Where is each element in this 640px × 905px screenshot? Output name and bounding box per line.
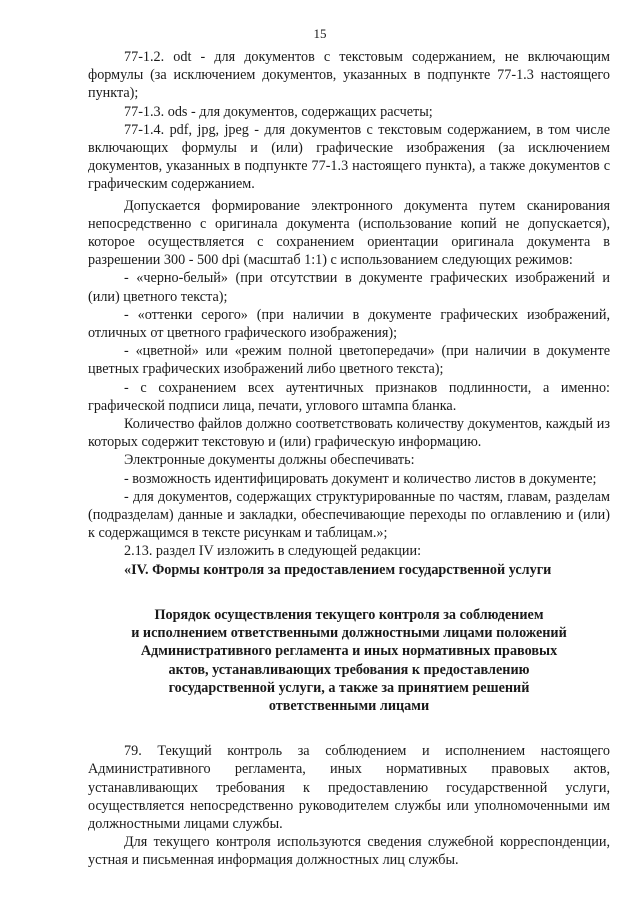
paragraph-e-docs: Электронные документы должны обеспечивать:	[124, 452, 415, 469]
paragraph-77-1-4: 77-1.4. pdf, jpg, jpeg - для документов с текстовым содержанием, в том числе включающих формулы и (или) графические изображения (за исключением документов, указанных в подпункте 77-1.3 настоящего пункта), а также документов с графическим содержанием.	[88, 121, 610, 193]
paragraph-file-count: Количество файлов должно соответствовать количеству документов, каждый из которых содержит текстовую и (или) графическую информацию.	[88, 416, 610, 451]
paragraph-77-1-3: 77-1.3. ods - для документов, содержащих расчеты;	[124, 103, 433, 120]
paragraph-2-13: 2.13. раздел IV изложить в следующей редакции:	[124, 543, 422, 560]
paragraph-scanning: Допускается формирование электронного документа путем сканирования непосредственно с оригинала документа (использование копий не допускается), которое осуществляется с сохранением ориентации оригинала документа в разрешении 300 - 500 dpi (масштаб 1:1) с использованием следующих режимов:	[88, 197, 610, 269]
subheading-line: Порядок осуществления текущего контроля за соблюдением	[154, 606, 544, 623]
subheading-line: актов, устанавливающих требования к предоставлению	[168, 661, 530, 678]
list-item-bw: - «черно-белый» (при отсутствии в документе графических изображений и (или) цветного текста);	[88, 270, 610, 305]
list-item-identify: - возможность идентифицировать документ и количество листов в документе;	[124, 470, 597, 487]
list-item-grayscale: - «оттенки серого» (при наличии в документе графических изображений, отличных от цветного графического изображения);	[88, 306, 610, 342]
page-number: 15	[313, 26, 327, 41]
subheading-line: и исполнением ответственными должностными лицами положений	[131, 625, 567, 642]
subheading-line: Административного регламента и иных нормативных правовых	[140, 643, 558, 660]
document-body	[88, 48, 610, 870]
subheading	[88, 606, 610, 715]
list-item-authenticity: - с сохранением всех аутентичных признаков подлинности, а именно: графической подписи лица, печати, углового штампа бланка.	[88, 379, 610, 414]
paragraph-current-control: Для текущего контроля используются сведения служебной корреспонденции, устная и письменная информация должностных лиц службы.	[88, 834, 610, 869]
paragraph-77-1-2: 77-1.2. odt - для документов с текстовым содержанием, не включающим формулы (за исключением документов, указанных в подпункте 77-1.3 настоящего пункта);	[88, 49, 610, 102]
subheading-line: ответственными лицами	[268, 697, 430, 714]
paragraph-79: 79. Текущий контроль за соблюдением и исполнением настоящего Административного регламента, иных нормативных правовых актов, устанавливающих требования к предоставлению государственной услуги, осуществляется непосредственно руководителем службы или уполномоченными им должностными лицами службы.	[88, 743, 610, 832]
subheading-line: государственной услуги, а также за принятием решений	[168, 679, 530, 696]
list-item-color: - «цветной» или «режим полной цветопередачи» (при наличии в документе цветных графических изображений либо цветного текста);	[88, 343, 610, 378]
list-item-structured: - для документов, содержащих структурированные по частям, главам, разделам (подразделам) данные и закладки, обеспечивающие переходы по оглавлению и (или) к содержащимся в тексте рисункам и таблицам.»;	[88, 488, 610, 542]
section-heading: «IV. Формы контроля за предоставлением государственной услуги	[124, 561, 552, 578]
